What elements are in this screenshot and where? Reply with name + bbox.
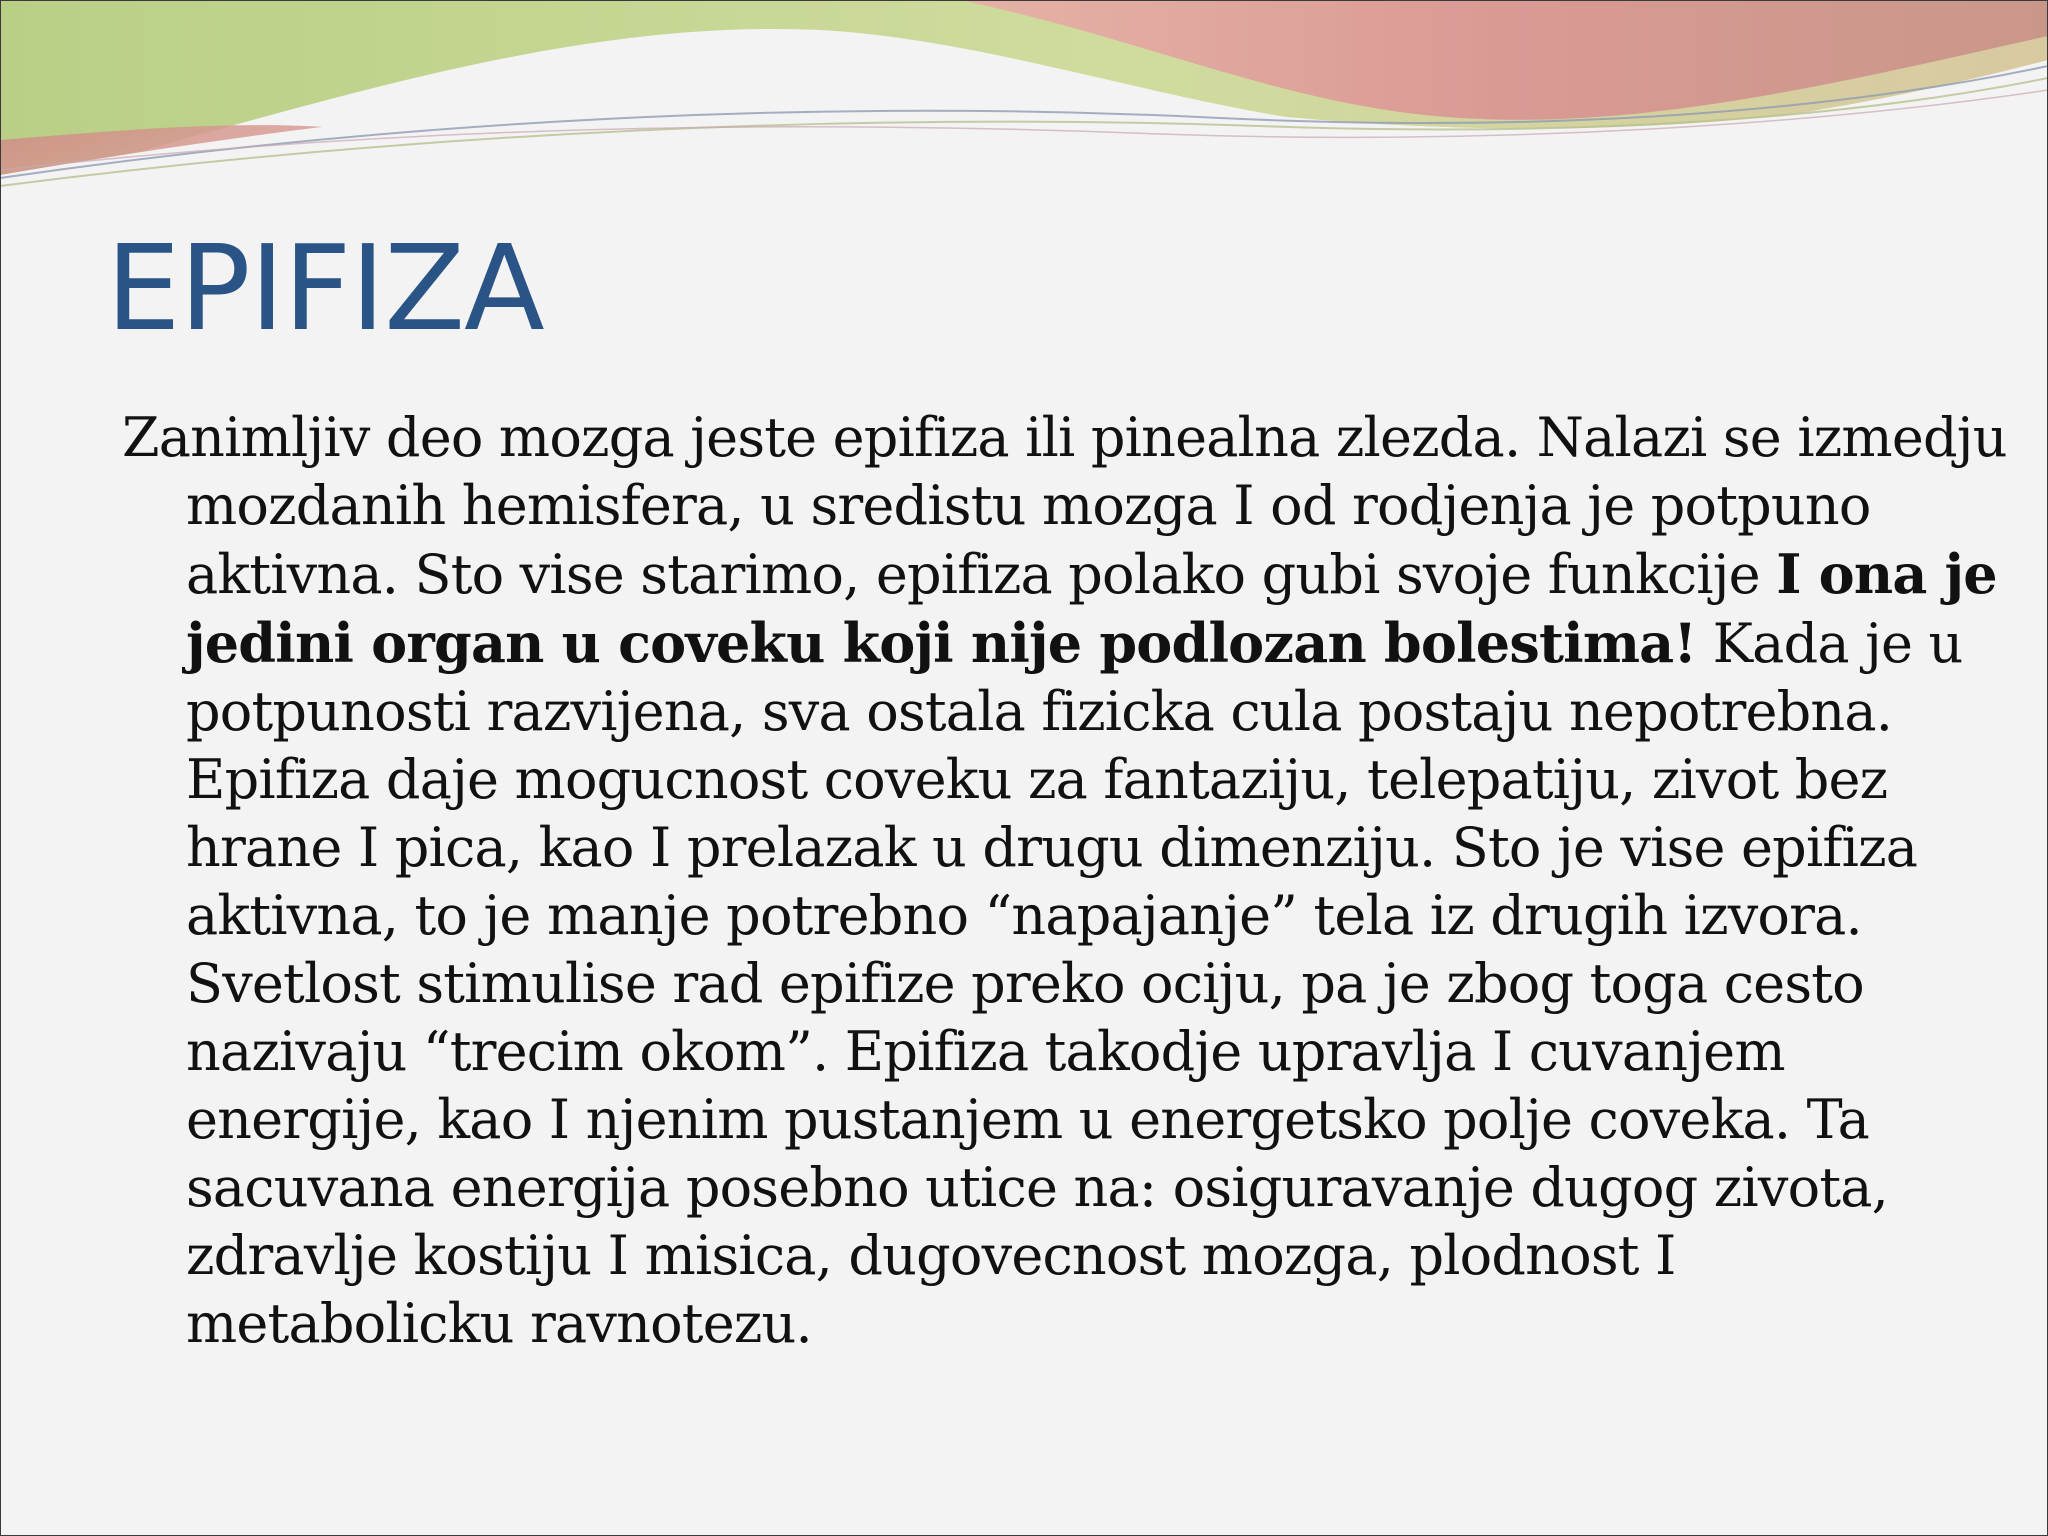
body-text-bold: I ona je jedini organ u coveku koji nije podlozan bolestima!: [186, 542, 1997, 675]
slide-body-paragraph: [122, 404, 2016, 1358]
body-text-part-1: Zanimljiv deo mozga jeste epifiza ili pinealna zlezda. Nalazi se izmedju mozdanih hemisfera, u sredistu mozga I od rodjenja je potpuno aktivna. Sto vise starimo, epifiza polako gubi svoje funkcije: [122, 406, 2007, 606]
body-text-part-2: Kada je u potpunosti razvijena, sva ostala fizicka cula postaju nepotrebna. Epifiza daje mogucnost coveku za fantaziju, telepatiju, zivot bez hrane I pica, kao I prelazak u drugu dimenziju. Sto je vise epifiza aktivna, to je manje potrebno “napajanje” tela iz drugih izvora. Svetlost stimulise rad epifize preko ociju, pa je zbog toga cesto nazivaju “trecim okom”. Epifiza takodje upravlja I cuvanjem energije, kao I njenim pustanjem u energetsko polje coveka. Ta sacuvana energija posebno utice na: osiguravanje dugog zivota, zdravlje kostiju I misica, dugovecnost mozga, plodnost I metabolicku ravnotezu.: [186, 612, 1963, 1355]
slide-title: EPIFIZA: [106, 219, 544, 357]
